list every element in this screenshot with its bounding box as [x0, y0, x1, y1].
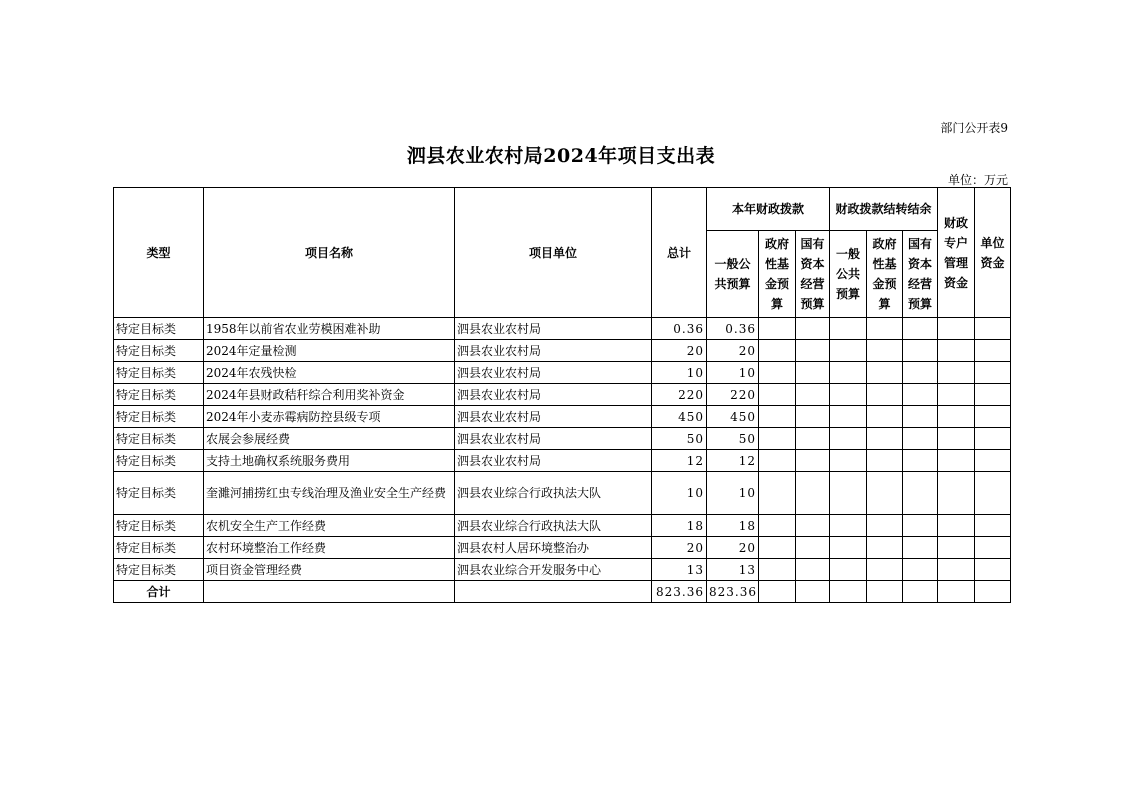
empty-cell: [938, 559, 975, 581]
empty-cell: [867, 450, 903, 472]
row-total: 18: [652, 515, 707, 537]
empty-cell: [903, 559, 938, 581]
row-project-unit: 泗县农业综合开发服务中心: [455, 559, 652, 581]
header-total: 总计: [652, 188, 707, 318]
empty-cell: [867, 318, 903, 340]
empty-cell: [759, 406, 796, 428]
header-current-year-group: 本年财政拨款: [707, 188, 830, 231]
empty-cell: [796, 384, 830, 406]
empty-cell: [830, 428, 867, 450]
row-total: 10: [652, 472, 707, 515]
row-total: 10: [652, 362, 707, 384]
header-co-state-capital: 国有资本经营预算: [903, 231, 938, 318]
table-row: [114, 318, 1011, 340]
header-unit-funds: 单位资金: [975, 188, 1011, 318]
row-category: 特定目标类: [114, 340, 204, 362]
row-project-name: 2024年县财政秸秆综合利用奖补资金: [204, 384, 455, 406]
project-expenditure-table: [113, 187, 1011, 603]
row-general-public: 10: [707, 362, 759, 384]
empty-cell: [938, 318, 975, 340]
empty-cell: [975, 559, 1011, 581]
empty-cell: [759, 515, 796, 537]
row-general-public: 450: [707, 406, 759, 428]
row-project-unit: 泗县农村人居环境整治办: [455, 537, 652, 559]
empty-cell: [759, 450, 796, 472]
empty-cell: [759, 340, 796, 362]
row-total: 50: [652, 428, 707, 450]
empty-cell: [830, 318, 867, 340]
row-total: 450: [652, 406, 707, 428]
row-category: 特定目标类: [114, 537, 204, 559]
empty-cell: [455, 581, 652, 603]
empty-cell: [867, 384, 903, 406]
header-gov-fund: 政府性基金预算: [759, 231, 796, 318]
empty-cell: [903, 362, 938, 384]
empty-cell: [938, 384, 975, 406]
empty-cell: [938, 340, 975, 362]
row-project-name: 2024年小麦赤霉病防控县级专项: [204, 406, 455, 428]
empty-cell: [903, 581, 938, 603]
empty-cell: [938, 472, 975, 515]
empty-cell: [903, 515, 938, 537]
header-co-general-public: 一般公共预算: [830, 231, 867, 318]
empty-cell: [796, 559, 830, 581]
row-project-name: 2024年定量检测: [204, 340, 455, 362]
grand-total-general-public: 823.36: [707, 581, 759, 603]
row-category: 特定目标类: [114, 384, 204, 406]
empty-cell: [830, 472, 867, 515]
empty-cell: [867, 537, 903, 559]
empty-cell: [796, 318, 830, 340]
empty-cell: [830, 340, 867, 362]
row-project-unit: 泗县农业农村局: [455, 318, 652, 340]
empty-cell: [975, 537, 1011, 559]
empty-cell: [975, 340, 1011, 362]
table-row: [114, 362, 1011, 384]
empty-cell: [975, 472, 1011, 515]
table-row: [114, 559, 1011, 581]
empty-cell: [759, 384, 796, 406]
row-total: 0.36: [652, 318, 707, 340]
row-project-unit: 泗县农业农村局: [455, 450, 652, 472]
row-project-unit: 泗县农业综合行政执法大队: [455, 472, 652, 515]
table-row: [114, 384, 1011, 406]
row-project-unit: 泗县农业农村局: [455, 362, 652, 384]
empty-cell: [975, 450, 1011, 472]
row-category: 特定目标类: [114, 472, 204, 515]
empty-cell: [796, 450, 830, 472]
empty-cell: [830, 581, 867, 603]
empty-cell: [975, 406, 1011, 428]
empty-cell: [975, 515, 1011, 537]
empty-cell: [830, 362, 867, 384]
empty-cell: [204, 581, 455, 603]
row-category: 特定目标类: [114, 406, 204, 428]
row-general-public: 10: [707, 472, 759, 515]
row-total: 13: [652, 559, 707, 581]
header-carryover-group: 财政拨款结转结余: [830, 188, 938, 231]
row-project-unit: 泗县农业综合行政执法大队: [455, 515, 652, 537]
row-total: 20: [652, 340, 707, 362]
empty-cell: [830, 515, 867, 537]
header-state-capital: 国有资本经营预算: [796, 231, 830, 318]
empty-cell: [938, 515, 975, 537]
row-category: 特定目标类: [114, 428, 204, 450]
table-row: [114, 537, 1011, 559]
row-total: 20: [652, 537, 707, 559]
empty-cell: [759, 472, 796, 515]
row-project-name: 支持土地确权系统服务费用: [204, 450, 455, 472]
total-label: 合计: [114, 581, 204, 603]
row-general-public: 20: [707, 340, 759, 362]
empty-cell: [796, 428, 830, 450]
empty-cell: [903, 384, 938, 406]
empty-cell: [938, 537, 975, 559]
table-row: [114, 515, 1011, 537]
empty-cell: [975, 428, 1011, 450]
row-category: 特定目标类: [114, 318, 204, 340]
table-row: [114, 406, 1011, 428]
empty-cell: [796, 406, 830, 428]
row-total: 220: [652, 384, 707, 406]
empty-cell: [796, 515, 830, 537]
empty-cell: [975, 581, 1011, 603]
row-project-unit: 泗县农业农村局: [455, 384, 652, 406]
row-general-public: 50: [707, 428, 759, 450]
empty-cell: [903, 472, 938, 515]
row-project-name: 1958年以前省农业劳模困难补助: [204, 318, 455, 340]
empty-cell: [867, 581, 903, 603]
empty-cell: [830, 537, 867, 559]
empty-cell: [867, 428, 903, 450]
row-project-unit: 泗县农业农村局: [455, 340, 652, 362]
row-general-public: 20: [707, 537, 759, 559]
row-general-public: 18: [707, 515, 759, 537]
empty-cell: [938, 450, 975, 472]
empty-cell: [759, 428, 796, 450]
empty-cell: [796, 362, 830, 384]
empty-cell: [830, 406, 867, 428]
empty-cell: [796, 472, 830, 515]
page-title: 泗县农业农村局2024年项目支出表: [406, 145, 716, 167]
row-general-public: 12: [707, 450, 759, 472]
row-category: 特定目标类: [114, 559, 204, 581]
header-project-unit: 项目单位: [455, 188, 652, 318]
header-category: 类型: [114, 188, 204, 318]
table-row: [114, 472, 1011, 515]
empty-cell: [759, 537, 796, 559]
row-project-name: 项目资金管理经费: [204, 559, 455, 581]
header-co-gov-fund: 政府性基金预算: [867, 231, 903, 318]
grand-total: 823.36: [652, 581, 707, 603]
row-general-public: 13: [707, 559, 759, 581]
empty-cell: [903, 340, 938, 362]
empty-cell: [867, 406, 903, 428]
row-project-unit: 泗县农业农村局: [455, 428, 652, 450]
empty-cell: [759, 559, 796, 581]
empty-cell: [830, 559, 867, 581]
header-project-name: 项目名称: [204, 188, 455, 318]
total-row: [114, 581, 1011, 603]
table-row: [114, 340, 1011, 362]
empty-cell: [867, 515, 903, 537]
empty-cell: [975, 362, 1011, 384]
row-project-name: 农展会参展经费: [204, 428, 455, 450]
empty-cell: [903, 318, 938, 340]
empty-cell: [867, 340, 903, 362]
table-row: [114, 450, 1011, 472]
empty-cell: [796, 537, 830, 559]
empty-cell: [796, 340, 830, 362]
empty-cell: [975, 318, 1011, 340]
empty-cell: [759, 581, 796, 603]
empty-cell: [938, 406, 975, 428]
empty-cell: [938, 362, 975, 384]
empty-cell: [796, 581, 830, 603]
unit-label: 单位：万元: [947, 173, 1008, 187]
header-fiscal-special: 财政专户管理资金: [938, 188, 975, 318]
empty-cell: [903, 406, 938, 428]
empty-cell: [867, 472, 903, 515]
empty-cell: [867, 559, 903, 581]
row-category: 特定目标类: [114, 450, 204, 472]
header-general-public: 一般公共预算: [707, 231, 759, 318]
empty-cell: [903, 428, 938, 450]
row-project-unit: 泗县农业农村局: [455, 406, 652, 428]
form-number: 部门公开表9: [940, 121, 1008, 135]
empty-cell: [759, 362, 796, 384]
empty-cell: [830, 384, 867, 406]
empty-cell: [903, 450, 938, 472]
row-general-public: 0.36: [707, 318, 759, 340]
empty-cell: [903, 537, 938, 559]
row-project-name: 2024年农残快检: [204, 362, 455, 384]
row-project-name: 农机安全生产工作经费: [204, 515, 455, 537]
empty-cell: [759, 318, 796, 340]
empty-cell: [830, 450, 867, 472]
empty-cell: [938, 581, 975, 603]
row-category: 特定目标类: [114, 362, 204, 384]
row-category: 特定目标类: [114, 515, 204, 537]
row-project-name: 农村环境整治工作经费: [204, 537, 455, 559]
empty-cell: [975, 384, 1011, 406]
table-row: [114, 428, 1011, 450]
row-total: 12: [652, 450, 707, 472]
row-project-name: 奎濉河捕捞红虫专线治理及渔业安全生产经费: [204, 472, 455, 515]
empty-cell: [867, 362, 903, 384]
row-general-public: 220: [707, 384, 759, 406]
empty-cell: [938, 428, 975, 450]
